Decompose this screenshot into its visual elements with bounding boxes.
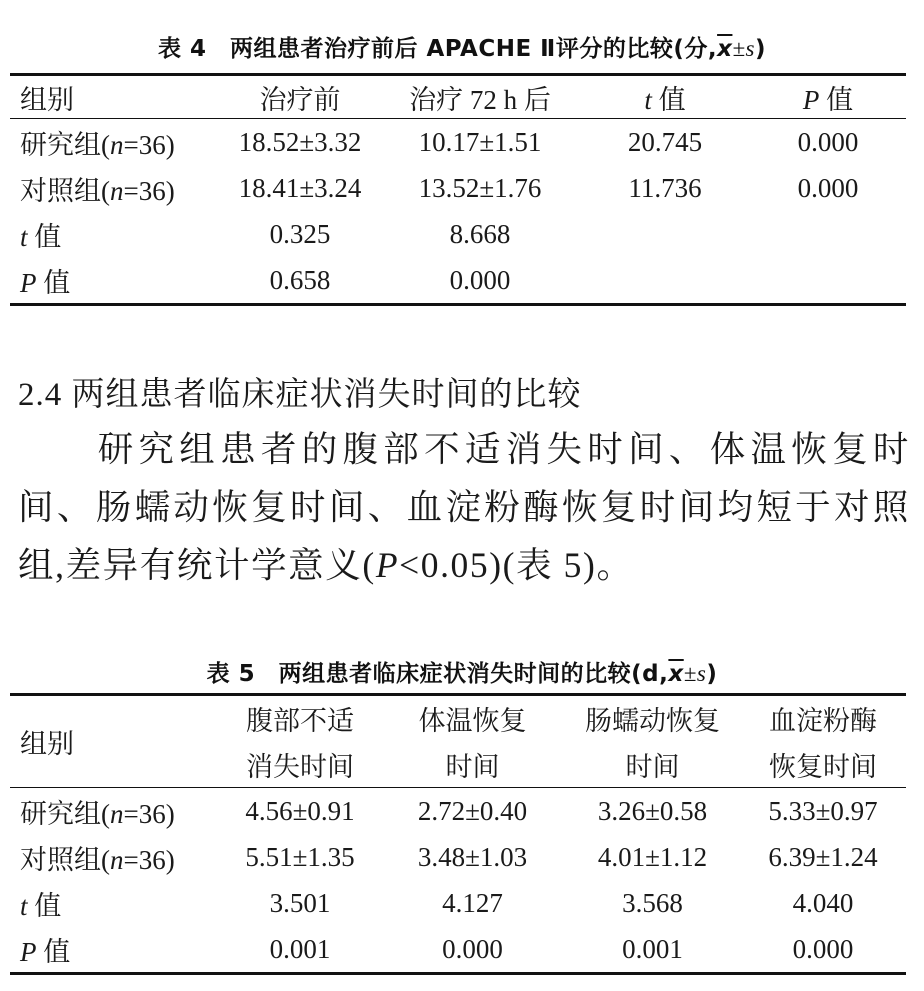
label-text: =36) xyxy=(123,844,175,875)
table5-cell: 4.01±1.12 xyxy=(597,841,708,872)
table4-header-p xyxy=(750,75,906,119)
table4-stat-label xyxy=(10,212,220,259)
table4-empty-cell xyxy=(580,212,750,259)
table5-caption-xbar: $\overline{x}$ xyxy=(668,661,684,687)
table-row xyxy=(10,881,906,928)
label-text: 研究组( xyxy=(20,798,110,829)
table5-stat-label xyxy=(10,881,220,928)
table4-empty-cell xyxy=(580,258,750,305)
table-row xyxy=(10,212,906,259)
label-n: n xyxy=(110,175,124,206)
p-word: 值 xyxy=(819,84,854,115)
table5-header-col2-line2: 时间 xyxy=(445,751,500,782)
table4-cell: 0.658 xyxy=(269,265,331,295)
table5-caption-suffix: ) xyxy=(706,661,718,687)
label-text: 研究组( xyxy=(20,129,110,160)
table4-cell: 18.41±3.24 xyxy=(238,172,362,203)
table-row xyxy=(10,119,906,166)
table5-row-label xyxy=(10,788,220,835)
table4-cell: 10.17±1.51 xyxy=(418,126,542,157)
table5-header-row-1 xyxy=(10,695,906,742)
paragraph-p-symbol: P xyxy=(375,545,400,585)
table4-header-after: 治疗 72 h 后 xyxy=(409,84,551,115)
t-symbol: t xyxy=(644,84,652,115)
table4-empty-cell xyxy=(750,258,906,305)
stat-symbol: P xyxy=(20,268,37,298)
table4-header-before: 治疗前 xyxy=(259,84,341,115)
table5-cell: 6.39±1.24 xyxy=(768,841,878,872)
table4-header-t xyxy=(580,75,750,119)
table4-cell: 0.000 xyxy=(797,126,859,157)
table4-empty-cell xyxy=(750,212,906,259)
table5-header-col3-line1: 肠蠕动恢复 xyxy=(585,706,720,736)
label-n: n xyxy=(110,844,124,875)
paragraph-text-end: <0.05)(表 5)。 xyxy=(399,545,634,585)
table4-cell: 20.745 xyxy=(627,126,703,157)
t-word: 值 xyxy=(651,84,686,115)
paragraph-text: 研究组患者的腹部不适消失时间、体温恢复时间、肠蠕动恢复时间、血淀粉酶恢复时间均短于对照组,差异有统计学意义( xyxy=(18,429,910,585)
table4-cell: 0.325 xyxy=(269,219,331,250)
stat-symbol: t xyxy=(20,222,28,253)
table-row xyxy=(10,834,906,881)
table4-header-group: 组别 xyxy=(20,84,74,115)
table5-header-col1-line1: 腹部不适 xyxy=(246,706,354,736)
label-text: =36) xyxy=(123,129,175,160)
table4-cell: 0.000 xyxy=(797,172,859,203)
table5-stat-label xyxy=(10,927,220,974)
table5-cell: 5.33±0.97 xyxy=(768,795,878,826)
table4-caption xyxy=(0,30,924,63)
table5-caption-pm: ±s xyxy=(683,661,707,686)
table5-cell: 3.26±0.58 xyxy=(597,795,708,826)
table5-cell: 3.568 xyxy=(622,888,683,919)
p-symbol: P xyxy=(802,84,820,115)
table5-cell: 0.001 xyxy=(622,934,683,964)
table5-cell: 2.72±0.40 xyxy=(417,795,528,826)
table4-header-row xyxy=(10,75,906,119)
table5-cell: 5.51±1.35 xyxy=(245,841,355,872)
table5-header-col3-line2: 时间 xyxy=(625,751,680,782)
stat-word: 值 xyxy=(27,222,62,253)
table4-cell: 11.736 xyxy=(628,172,702,203)
table5-cell: 3.48±1.03 xyxy=(417,841,528,872)
table4-cell: 18.52±3.32 xyxy=(238,126,362,157)
table5-header-col2-line1: 体温恢复 xyxy=(418,706,527,736)
table4-cell: 13.52±1.76 xyxy=(418,172,542,203)
table5-cell: 0.000 xyxy=(792,934,854,964)
table5-row-label xyxy=(10,834,220,881)
table5-caption xyxy=(0,655,924,688)
table4-cell: 8.668 xyxy=(449,219,511,250)
table4-row-label xyxy=(10,119,220,166)
table4 xyxy=(10,73,906,306)
table5-caption-text: 表 5 两组患者临床症状消失时间的比较(d, xyxy=(206,661,669,687)
table4-stat-label xyxy=(10,258,220,305)
table4-row-label xyxy=(10,165,220,212)
stat-symbol: t xyxy=(20,891,28,922)
table5-cell: 3.501 xyxy=(269,888,331,919)
table-row xyxy=(10,258,906,305)
table-row xyxy=(10,927,906,974)
table4-caption-text: 表 4 两组患者治疗前后 APACHE Ⅱ评分的比较(分, xyxy=(157,36,718,62)
stat-word: 值 xyxy=(36,268,71,298)
table5-cell: 4.56±0.91 xyxy=(245,795,355,826)
table5-cell: 4.127 xyxy=(442,888,503,919)
table5-header-col4-line2: 恢复时间 xyxy=(769,751,877,782)
body-paragraph xyxy=(18,420,910,594)
table5-header-group: 组别 xyxy=(10,695,220,788)
table5 xyxy=(10,693,906,975)
table5-cell: 4.040 xyxy=(792,888,854,919)
table-row xyxy=(10,788,906,835)
label-text: 对照组( xyxy=(20,175,110,206)
label-n: n xyxy=(110,129,124,160)
stat-word: 值 xyxy=(36,937,71,967)
table4-caption-pm: ±s xyxy=(732,36,756,61)
table-row xyxy=(10,165,906,212)
table5-cell: 0.001 xyxy=(269,934,331,964)
label-n: n xyxy=(110,798,124,829)
label-text: =36) xyxy=(123,798,175,829)
table5-header-col4-line1: 血淀粉酶 xyxy=(769,706,877,736)
label-text: =36) xyxy=(123,175,175,206)
table4-caption-xbar: $\overline{x}$ xyxy=(717,36,733,62)
table5-cell: 0.000 xyxy=(442,934,503,964)
section-heading: 2.4 两组患者临床症状消失时间的比较 xyxy=(18,377,582,413)
label-text: 对照组( xyxy=(20,844,110,875)
table4-cell: 0.000 xyxy=(449,265,511,295)
stat-word: 值 xyxy=(27,891,62,922)
table5-header-col1-line2: 消失时间 xyxy=(246,751,354,782)
stat-symbol: P xyxy=(20,937,37,967)
table4-caption-suffix: ) xyxy=(755,36,767,62)
